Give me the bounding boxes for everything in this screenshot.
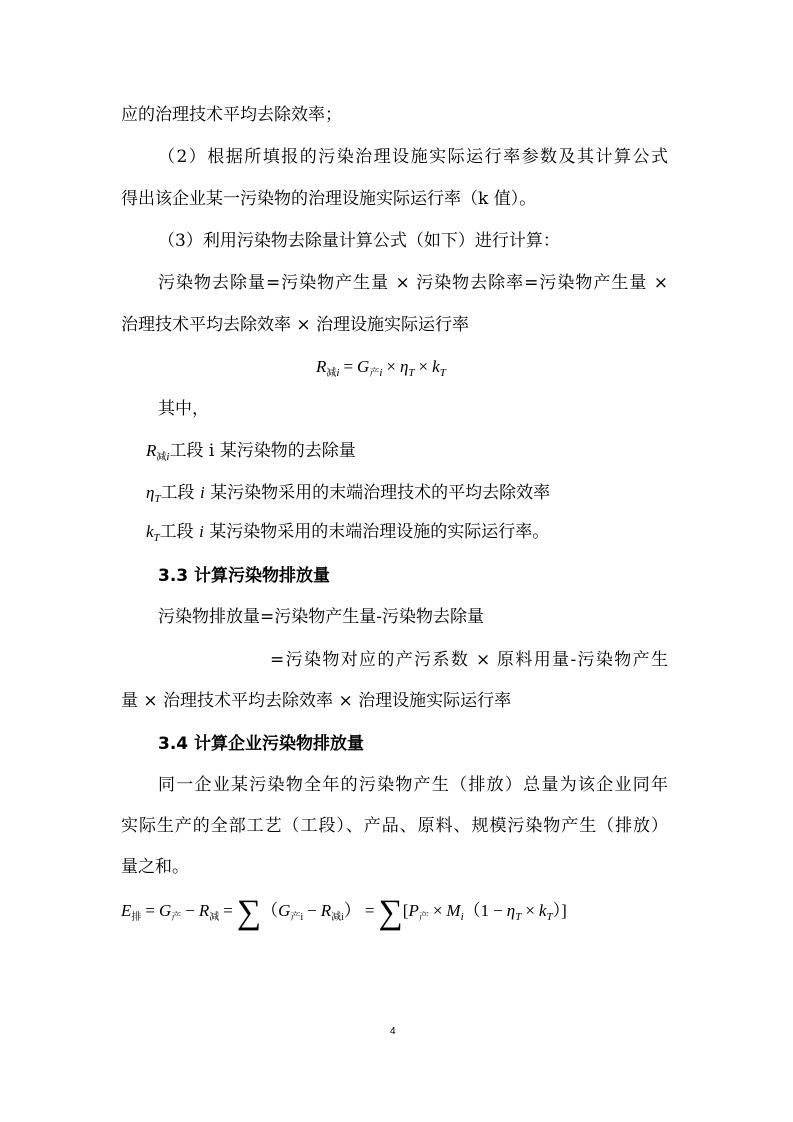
- section-heading: 3.3 计算污染物排放量: [158, 566, 331, 586]
- text-line: 治理技术平均去除效率 × 治理设施实际运行率: [121, 315, 470, 335]
- formula-removal: $R_{减i} = G_{产i} \times \eta_T \times k_T$: [316, 357, 446, 379]
- text-line: 其中，: [158, 399, 209, 419]
- text-line: 污染物排放量=污染物产生量-污染物去除量: [158, 607, 484, 627]
- text-line: 量 × 治理技术平均去除效率 × 治理设施实际运行率: [121, 691, 512, 711]
- text-line: 同一企业某污染物全年的污染物产生（排放）总量为该企业同年: [158, 775, 668, 795]
- definition-removal: $R_{减i}$工段 i 某污染物的去除量: [146, 441, 356, 463]
- text-line: 应的治理技术平均去除效率；: [121, 105, 342, 125]
- text-line: 量之和。: [121, 857, 189, 877]
- formula-emission: $E_排 = G_产 - R_减 = \sum(G_{产i} - R_{减i}) = \sum[P_产 \times M_i(1 - \eta_T \times k_T)]$: [121, 894, 567, 931]
- text-line: 得出该企业某一污染物的治理设施实际运行率（k 值）。: [121, 189, 537, 209]
- text-line: 实际生产的全部工艺（工段）、产品、原料、规模污染物产生（排放）: [121, 816, 668, 836]
- text-line: =污染物对应的产污系数 × 原料用量-污染物产生: [270, 650, 668, 670]
- text-line: （3）利用污染物去除量计算公式（如下）进行计算：: [158, 231, 560, 251]
- text-line: （2）根据所填报的污染治理设施实际运行率参数及其计算公式: [158, 147, 668, 167]
- page-number: 4: [390, 1026, 396, 1037]
- definition-eta: $\eta_T$工段 i 某污染物采用的末端治理技术的平均去除效率: [146, 483, 551, 505]
- definition-k: $k_T$工段 i 某污染物采用的末端治理设施的实际运行率。: [146, 522, 550, 544]
- section-heading: 3.4 计算企业污染物排放量: [158, 734, 365, 754]
- text-line: 污染物去除量=污染物产生量 × 污染物去除率=污染物产生量 ×: [158, 273, 668, 293]
